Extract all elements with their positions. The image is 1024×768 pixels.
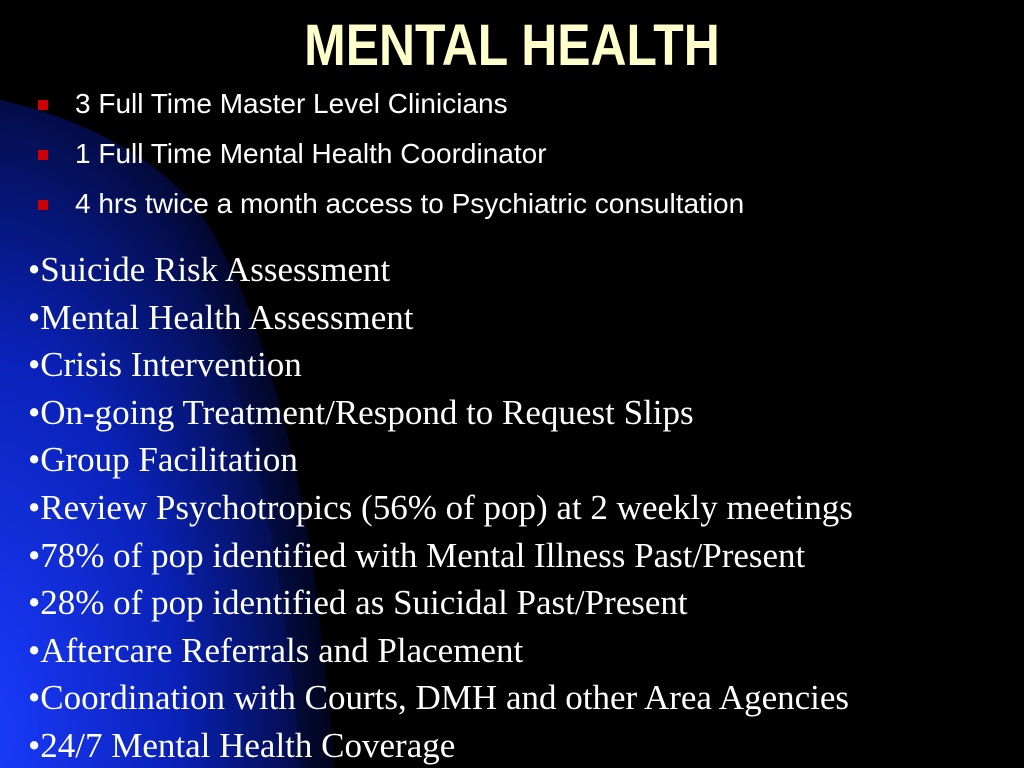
top-list-item-text: 4 hrs twice a month access to Psychiatric consultation <box>75 188 745 219</box>
service-list-item: •Mental Health Assessment <box>28 297 414 337</box>
service-list-item: •Crisis Intervention <box>28 345 302 385</box>
service-list-item: •78% of pop identified with Mental Illness Past/Present <box>28 535 806 575</box>
service-list-item: •Review Psychotropics (56% of pop) at 2 weekly meetings <box>28 487 853 527</box>
slide-title: MENTAL HEALTH <box>304 13 720 78</box>
service-list-item: •24/7 Mental Health Coverage <box>28 725 456 765</box>
service-list-item: •Suicide Risk Assessment <box>28 250 391 289</box>
square-bullet-icon <box>38 200 48 210</box>
service-list-item: •28% of pop identified as Suicidal Past/Present <box>28 583 688 623</box>
square-bullet-icon <box>38 150 48 160</box>
top-list-item-text: 1 Full Time Mental Health Coordinator <box>75 138 547 169</box>
square-bullet-icon <box>38 100 48 110</box>
service-list-item: •Coordination with Courts, DMH and other Area Agencies <box>28 678 850 718</box>
service-list-item: •On-going Treatment/Respond to Request Slips <box>28 392 694 432</box>
service-list-item: •Group Facilitation <box>28 440 298 480</box>
service-bullet-list <box>28 246 853 768</box>
top-list-item-text: 3 Full Time Master Level Clinicians <box>75 88 508 119</box>
service-list-item: •Aftercare Referrals and Placement <box>28 630 524 670</box>
